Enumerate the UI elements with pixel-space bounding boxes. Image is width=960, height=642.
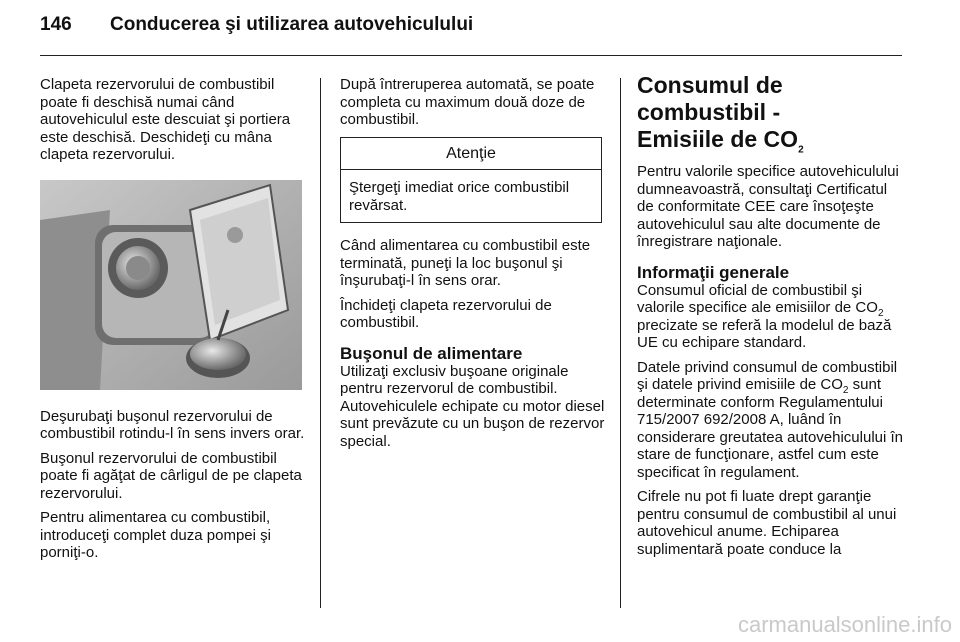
paragraph: După întreruperea automată, se poate completa cu maximum două doze de combustibil.	[340, 76, 595, 128]
paragraph: Consumul oficial de combustibil şi valorile specifice ale emisiilor de $CO_2$ precizate se referă la modelul de bază UE cu echipare standard.	[637, 281, 892, 351]
caution-title: Atenţie	[341, 138, 601, 171]
fuel-filler-image	[40, 180, 302, 390]
column-2	[340, 76, 608, 457]
section-heading: Buşonul de alimentare	[340, 343, 523, 363]
column-divider-1	[320, 78, 321, 608]
column-3	[637, 72, 907, 565]
page-title: Conducerea şi utilizarea autovehiculului	[110, 14, 474, 35]
paragraph: Datele privind consumul de combustibil şi datele privind emisiile de $CO_2$ sunt determinate conform Regulamentului 715/2007 692/2008 A, luând în considerare greutatea autovehiculului în stare de funcţionare, astfel cum este specificat în regulament.	[637, 358, 904, 481]
paragraph: Pentru valorile specifice autovehiculului dumneavoastră, consultaţi Certificatul de conformitate CEE care însoţeşte autovehiculul sau alte documente de înregistrare naţionale.	[637, 163, 899, 250]
column-1	[40, 76, 308, 569]
header-rule	[40, 55, 902, 56]
paragraph: Deşurubaţi buşonul rezervorului de combustibil rotindu-l în sens invers orar.	[40, 407, 305, 442]
paragraph: Pentru alimentarea cu combustibil, introduceţi complet duza pompei şi porniţi-o.	[40, 509, 271, 561]
section-heading: Informaţii generale	[637, 262, 790, 282]
page-header	[40, 14, 473, 36]
watermark: carmanualsonline.info	[737, 612, 952, 637]
section-title: Consumul de combustibil - Emisiile de $CO_2$	[637, 72, 804, 156]
page-number: 146	[40, 14, 72, 35]
paragraph: Închideţi clapeta rezervorului de combustibil.	[340, 296, 552, 331]
paragraph: Clapeta rezervorului de combustibil poate fi deschisă numai când autovehiculul este descuiat şi portiera este deschisă. Deschideţi cu mâna clapeta rezervorului.	[40, 76, 291, 163]
fuel-cap-illustration	[40, 180, 302, 390]
paragraph: Utilizaţi exclusiv buşoane originale pentru rezervorul de combustibil. Autovehiculele echipate cu motor diesel sunt prevăzute cu un buşon de rezervor special.	[340, 362, 605, 450]
paragraph: Când alimentarea cu combustibil este terminată, puneţi la loc buşonul şi înşurubaţi-l în sens orar.	[340, 237, 591, 289]
caution-body: Ştergeţi imediat orice combustibil revărsat.	[349, 179, 570, 214]
caution-box	[340, 137, 602, 224]
paragraph: Buşonul rezervorului de combustibil poate fi agăţat de cârligul de pe clapeta rezervorului.	[40, 449, 302, 502]
column-divider-2	[620, 78, 621, 608]
paragraph: Cifrele nu pot fi luate drept garanţie pentru consumul de combustibil al unui autovehicul anume. Echiparea suplimentară poate conduce la	[637, 488, 897, 558]
